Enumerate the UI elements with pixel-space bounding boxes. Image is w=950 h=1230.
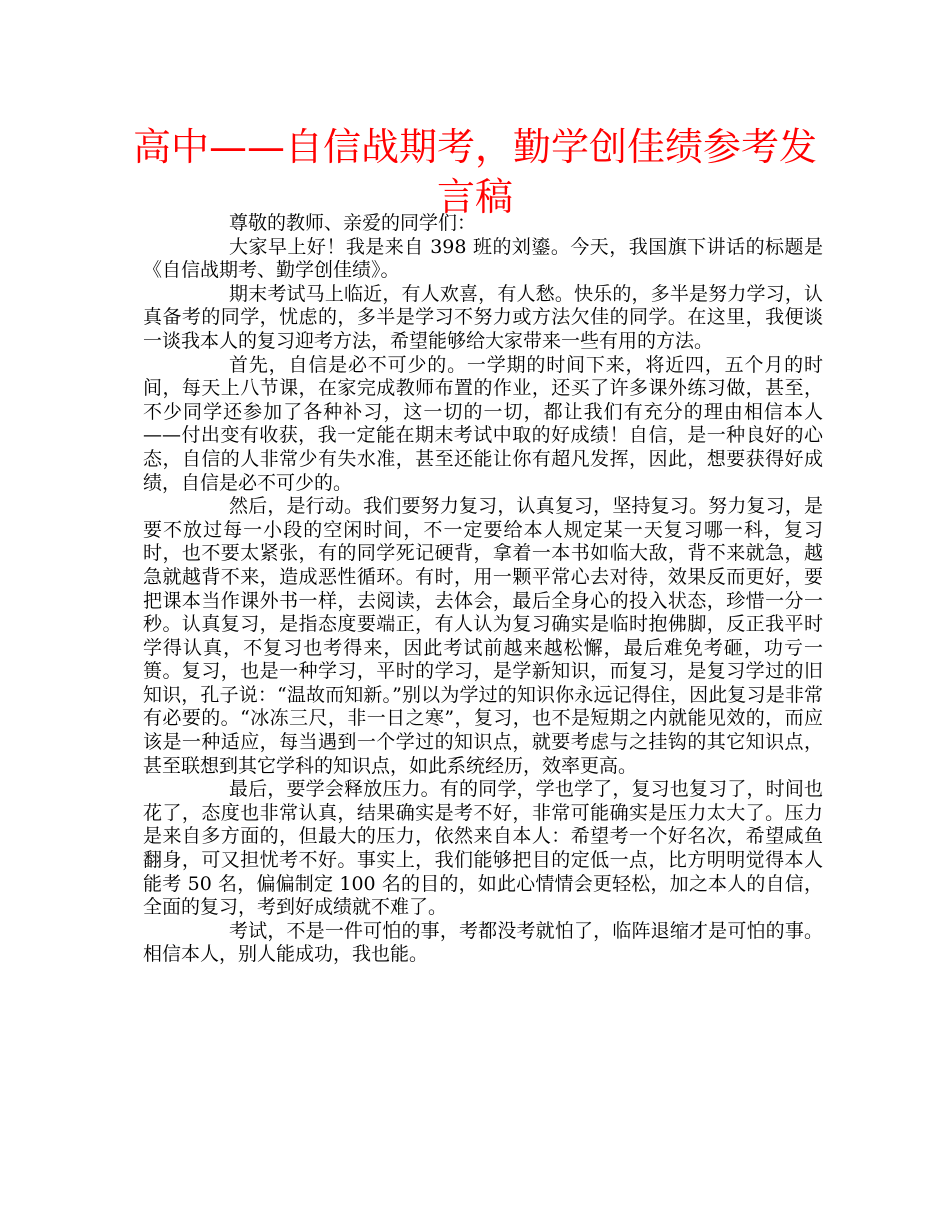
document-body	[143, 212, 823, 967]
paragraph-intro: 期末考试马上临近，有人欢喜，有人愁。快乐的，多半是努力学习，认真备考的同学，忧虑的，多半是学习不努力或方法欠佳的同学。在这里，我便谈一谈我本人的复习迎考方法，希望能够给大家带来一些有用的方法。	[143, 282, 823, 352]
paragraph-confidence: 首先，自信是必不可少的。一学期的时间下来，将近四，五个月的时间，每天上八节课，在家完成教师布置的作业，还买了许多课外练习做，甚至，不少同学还参加了各种补习，这一切的一切，都让我们有充分的理由相信本人——付出变有收获，我一定能在期末考试中取的好成绩！自信，是一种良好的心态，自信的人非常少有失水准，甚至还能让你有超凡发挥，因此，想要获得好成绩，自信是必不可少的。	[143, 353, 823, 494]
salutation: 尊敬的教师、亲爱的同学们：	[229, 212, 477, 234]
paragraph-greeting: 大家早上好！我是来自 398 班的刘鎏。今天，我国旗下讲话的标题是《自信战期考、勤学创佳绩》。	[143, 235, 823, 282]
paragraph-action: 然后，是行动。我们要努力复习，认真复习，坚持复习。努力复习，是要不放过每一小段的空闲时间，不一定要给本人规定某一天复习哪一科，复习时，也不要太紧张，有的同学死记硬背，拿着一本书如临大敌，背不来就急，越急就越背不来，造成恶性循环。有时，用一颗平常心去对待，效果反而更好，要把课本当作课外书一样，去阅读，去体会，最后全身心的投入状态，珍惜一分一秒。认真复习，是指态度要端正，有人认为复习确实是临时抱佛脚，反正我平时学得认真，不复习也考得来，因此考试前越来越松懈，最后难免考砸，功亏一篑。复习，也是一种学习，平时的学习，是学新知识，而复习，是复习学过的旧知识，孔子说：“温故而知新。”别以为学过的知识你永远记得住，因此复习是非常有必要的。“冰冻三尺，非一日之寒”，复习，也不是短期之内就能见效的，而应该是一种适应，每当遇到一个学过的知识点，就要考虑与之挂钩的其它知识点，甚至联想到其它学科的知识点，如此系统经历，效率更高。	[143, 495, 823, 777]
paragraph-pressure: 最后，要学会释放压力。有的同学，学也学了，复习也复习了，时间也花了，态度也非常认真，结果确实是考不好，非常可能确实是压力太大了。压力是来自多方面的，但最大的压力，依然来自本人：希望考一个好名次，希望咸鱼翻身，可又担忧考不好。事实上，我们能够把目的定低一点，比方明明觉得本人能考 50 名，偏偏制定 100 名的目的，如此心情情会更轻松，加之本人的自信，全面的复习，考到好成绩就不难了。	[143, 778, 823, 919]
paragraph-conclusion: 考试，不是一件可怕的事，考都没考就怕了，临阵退缩才是可怕的事。相信本人，别人能成功，我也能。	[143, 919, 823, 966]
document-title: 高中——自信战期考，勤学创佳绩参考发言稿	[132, 125, 817, 219]
